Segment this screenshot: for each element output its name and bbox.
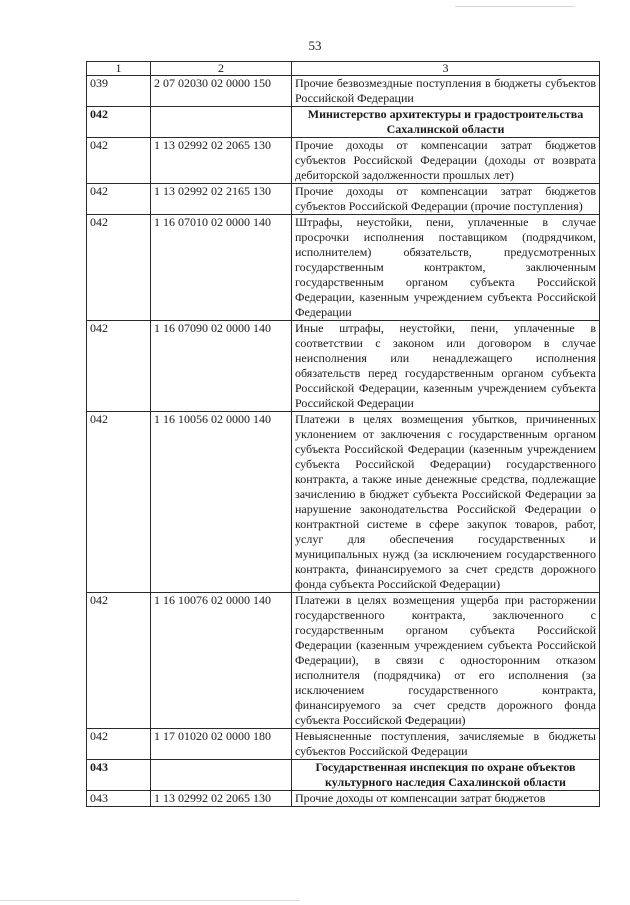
revenue-name-cell: Прочие доходы от компенсации затрат бюджетов субъектов Российской Федерации (прочие поступления): [292, 184, 600, 215]
admin-code-cell: 042: [87, 321, 151, 412]
budget-revenue-table: [86, 61, 600, 807]
column-header-2: 2: [151, 62, 292, 76]
page-number: 53: [308, 38, 322, 53]
kbk-code-cell: 1 16 10056 02 0000 140: [151, 412, 292, 593]
section-title-cell: Государственная инспекция по охране объектов культурного наследия Сахалинской области: [292, 760, 600, 791]
admin-code-cell: 042: [87, 138, 151, 184]
table-body: [87, 62, 600, 807]
kbk-code-cell: [151, 107, 292, 138]
section-title-cell: Министерство архитектуры и градостроительства Сахалинской области: [292, 107, 600, 138]
admin-code-cell: 043: [87, 791, 151, 807]
kbk-code-cell: [151, 760, 292, 791]
admin-code-cell: 042: [87, 215, 151, 321]
kbk-code-cell: 2 07 02030 02 0000 150: [151, 76, 292, 107]
revenue-name-cell: Платежи в целях возмещения ущерба при расторжении государственного контракта, заключенного с государственным органом субъекта Российской Федерации (казенным учреждением субъекта Российской Федерации), в связи с односторонним отказом исполнителя (подрядчика) от его исполнения (за исключением государственного контракта, финансируемого за счет средств дорожного фонда субъекта Российской Федерации): [292, 593, 600, 729]
kbk-code-cell: 1 16 07010 02 0000 140: [151, 215, 292, 321]
table-section-row: [87, 760, 600, 791]
admin-code-cell: 042: [87, 184, 151, 215]
revenue-name-cell: Иные штрафы, неустойки, пени, уплаченные в соответствии с законом или договором в случае неисполнения или ненадлежащего исполнения обязательств перед государственным органом субъекта Российской Федерации, казенным учреждением субъекта Российской Федерации: [292, 321, 600, 412]
column-header-1: 1: [87, 62, 151, 76]
table-header-row: [87, 62, 600, 76]
kbk-code-cell: 1 13 02992 02 2065 130: [151, 791, 292, 807]
table-row: [87, 184, 600, 215]
table-section-row: [87, 107, 600, 138]
admin-code-cell: 042: [87, 593, 151, 729]
admin-code-cell: 042: [87, 107, 151, 138]
kbk-code-cell: 1 13 02992 02 2165 130: [151, 184, 292, 215]
scan-artifact-line: [455, 6, 575, 7]
scan-artifact-line: [0, 900, 300, 901]
table-row: [87, 321, 600, 412]
admin-code-cell: 042: [87, 412, 151, 593]
table-row: [87, 138, 600, 184]
revenue-name-cell: Прочие доходы от компенсации затрат бюджетов: [292, 791, 600, 807]
revenue-name-cell: Штрафы, неустойки, пени, уплаченные в случае просрочки исполнения поставщиком (подрядчиком, исполнителем) обязательств, предусмотренных государственным контрактом, заключенным государственным органом субъекта Российской Федерации, казенным учреждением субъекта Российской Федерации: [292, 215, 600, 321]
kbk-code-cell: 1 16 10076 02 0000 140: [151, 593, 292, 729]
table-row: [87, 215, 600, 321]
table-row: [87, 593, 600, 729]
admin-code-cell: 043: [87, 760, 151, 791]
revenue-name-cell: Прочие доходы от компенсации затрат бюджетов субъектов Российской Федерации (доходы от возврата дебиторской задолженности прошлых лет): [292, 138, 600, 184]
revenue-name-cell: Прочие безвозмездные поступления в бюджеты субъектов Российской Федерации: [292, 76, 600, 107]
table-row: [87, 412, 600, 593]
table-row: [87, 729, 600, 760]
column-header-3: 3: [292, 62, 600, 76]
revenue-name-cell: Невыясненные поступления, зачисляемые в бюджеты субъектов Российской Федерации: [292, 729, 600, 760]
kbk-code-cell: 1 17 01020 02 0000 180: [151, 729, 292, 760]
table-row: [87, 76, 600, 107]
table-row: [87, 791, 600, 807]
kbk-code-cell: 1 16 07090 02 0000 140: [151, 321, 292, 412]
kbk-code-cell: 1 13 02992 02 2065 130: [151, 138, 292, 184]
revenue-name-cell: Платежи в целях возмещения убытков, причиненных уклонением от заключения с государственным органом субъекта Российской Федерации (казенным учреждением субъекта Российской Федерации) государственного контракта, а также иные денежные средства, подлежащие зачислению в бюджет субъекта Российской Федерации за нарушение законодательства Российской Федерации о контрактной системе в сфере закупок товаров, работ, услуг для обеспечения государственных и муниципальных нужд (за исключением государственного контракта, финансируемого за счет средств дорожного фонда субъекта Российской Федерации): [292, 412, 600, 593]
admin-code-cell: 039: [87, 76, 151, 107]
admin-code-cell: 042: [87, 729, 151, 760]
